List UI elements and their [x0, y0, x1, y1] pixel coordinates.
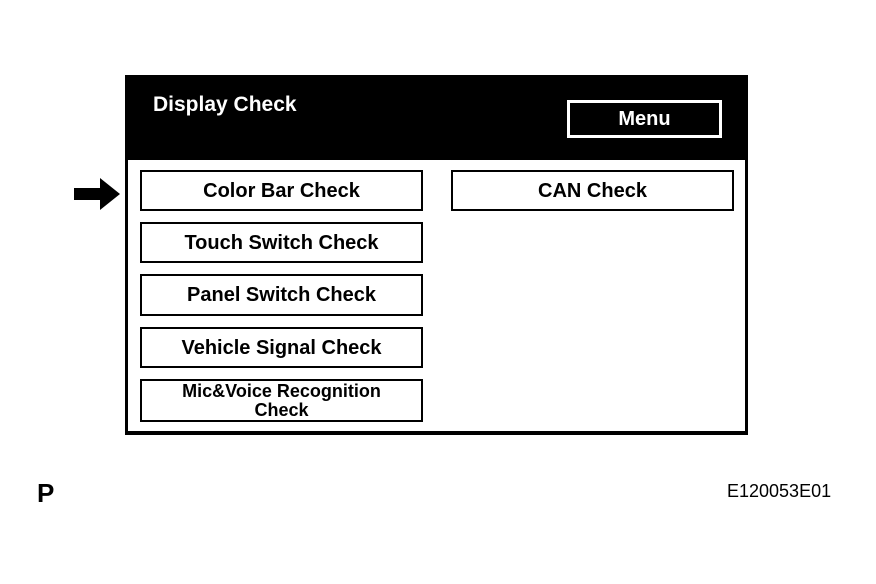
touch-switch-check-button[interactable]: Touch Switch Check: [140, 222, 423, 263]
can-check-button[interactable]: CAN Check: [451, 170, 734, 211]
display-check-screen: [125, 75, 748, 435]
panel-switch-check-button[interactable]: Panel Switch Check: [140, 274, 423, 316]
menu-button[interactable]: Menu: [567, 100, 722, 138]
screen-header: [125, 75, 748, 159]
mic-voice-recognition-check-button[interactable]: Mic&Voice Recognition Check: [140, 379, 423, 422]
screen-title: Display Check: [153, 93, 297, 116]
vehicle-signal-check-button[interactable]: Vehicle Signal Check: [140, 327, 423, 368]
corner-letter: P: [37, 478, 55, 508]
figure-id: E120053E01: [727, 481, 832, 501]
check-menu-panel: [128, 160, 745, 431]
right-arrow-icon: [74, 178, 120, 210]
color-bar-check-button[interactable]: Color Bar Check: [140, 170, 423, 211]
